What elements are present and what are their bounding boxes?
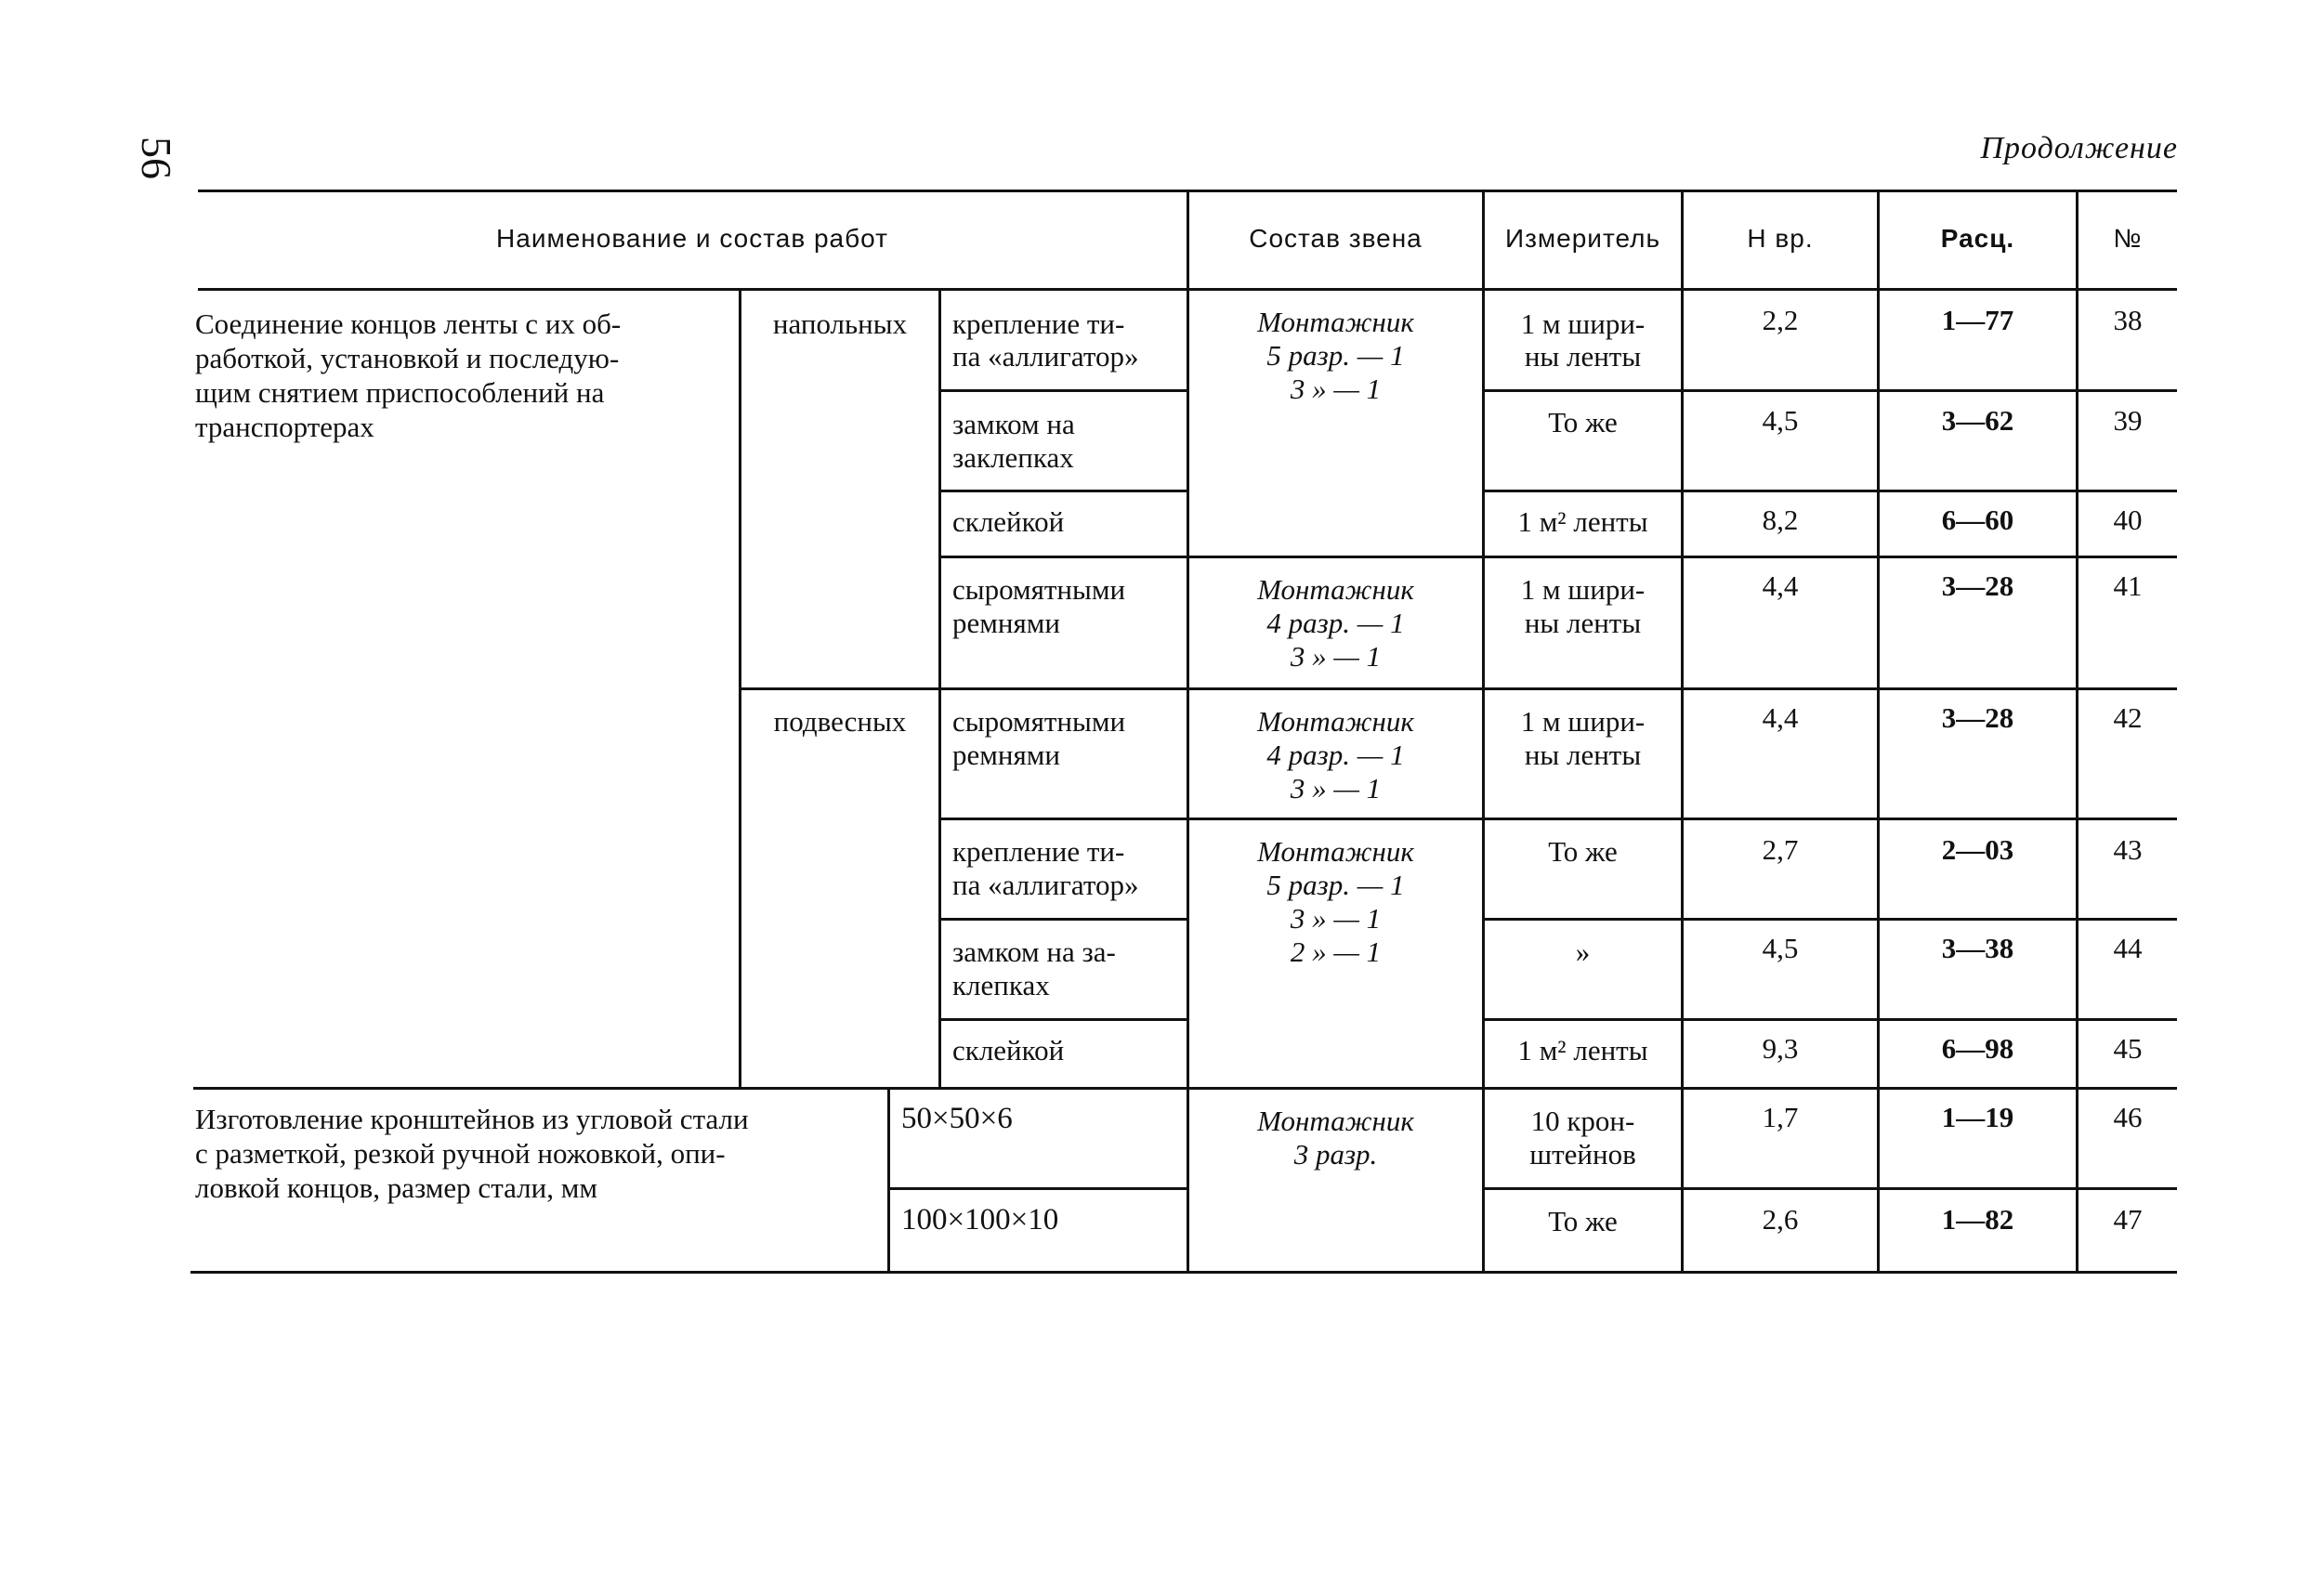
norm-cell: 9,3 [1762, 1032, 1799, 1065]
rule [1485, 918, 2177, 921]
unit-cell: ны ленты [1524, 340, 1642, 373]
crew-cell: 5 разр. — 1 [1266, 869, 1405, 901]
group2-title-line: с разметкой, резкой ручной ножовкой, опи- [195, 1137, 726, 1170]
method-cell: замком на [952, 408, 1075, 440]
crew-cell: Монтажник [1257, 705, 1414, 738]
method-cell: склейкой [952, 505, 1065, 538]
num-cell: 45 [2113, 1032, 2143, 1065]
num-cell: 39 [2113, 404, 2143, 437]
method-cell: па «аллигатор» [952, 869, 1139, 901]
crew-cell: Монтажник [1257, 306, 1414, 338]
method-cell: клепках [952, 969, 1050, 1001]
method-cell: крепление ти- [952, 307, 1125, 340]
method-cell: ремнями [952, 607, 1060, 639]
crew-cell: 3 » — 1 [1290, 902, 1382, 935]
num-cell: 44 [2113, 932, 2143, 964]
rule [1485, 490, 2177, 492]
method-cell: па «аллигатор» [952, 340, 1139, 373]
method-cell: ремнями [952, 739, 1060, 771]
group2-title-line: Изготовление кронштейнов из угловой стали [195, 1103, 749, 1135]
unit-cell: То же [1548, 406, 1618, 438]
unit-cell: 1 м шири- [1520, 573, 1646, 606]
rule [1485, 389, 2177, 392]
norm-cell: 2,2 [1762, 304, 1799, 336]
method-cell: сыромятными [952, 705, 1126, 738]
rule [938, 288, 941, 1089]
rule [739, 288, 741, 1089]
crew-cell: 3 разр. [1293, 1138, 1378, 1171]
rule [938, 818, 2177, 820]
crew-cell: 4 разр. — 1 [1266, 607, 1405, 639]
norm-cell: 8,2 [1762, 504, 1799, 536]
crew-cell: Монтажник [1257, 1105, 1414, 1137]
header-num: № [2113, 224, 2143, 253]
rate-cell: 6—60 [1941, 504, 2014, 536]
norm-cell: 4,4 [1762, 569, 1799, 602]
group2-title-line: ловкой концов, размер стали, мм [195, 1171, 597, 1204]
rule [887, 1087, 890, 1273]
rule [938, 918, 1189, 921]
crew-cell: 3 » — 1 [1290, 373, 1382, 405]
unit-cell: ны ленты [1524, 739, 1642, 771]
unit-cell: ны ленты [1524, 607, 1642, 639]
num-cell: 41 [2113, 569, 2143, 602]
norm-cell: 1,7 [1762, 1101, 1799, 1133]
unit-cell: 10 крон- [1530, 1105, 1635, 1137]
size-cell: 100×100×10 [901, 1203, 1059, 1236]
crew-cell: 5 разр. — 1 [1266, 339, 1405, 372]
method-cell: сыромятными [952, 573, 1126, 606]
crew-cell: Монтажник [1257, 835, 1414, 868]
page-number: 56 [133, 137, 180, 179]
unit-cell: 1 м² ленты [1517, 505, 1648, 538]
unit-cell: 1 м² ленты [1517, 1034, 1648, 1066]
crew-cell: 3 » — 1 [1290, 772, 1382, 805]
rate-cell: 1—77 [1941, 304, 2014, 336]
rule [887, 1187, 1189, 1190]
method-cell: замком на за- [952, 935, 1116, 968]
unit-cell: 1 м шири- [1520, 705, 1646, 738]
rule [938, 1018, 1189, 1021]
crew-cell: 4 разр. — 1 [1266, 739, 1405, 771]
subgroup-floor: напольных [772, 307, 908, 340]
unit-cell: 1 м шири- [1520, 307, 1646, 340]
group1-title-line: работкой, установкой и последую- [195, 342, 620, 374]
rule [938, 556, 2177, 558]
group1-title-line: Соединение концов ленты с их об- [195, 307, 622, 340]
rate-cell: 3—38 [1941, 932, 2014, 964]
header-rate: Расц. [1940, 224, 2015, 253]
header-unit: Измеритель [1504, 224, 1661, 253]
rate-cell: 3—28 [1941, 569, 2014, 602]
unit-cell: » [1575, 935, 1591, 968]
norm-cell: 4,5 [1762, 932, 1799, 964]
method-cell: склейкой [952, 1034, 1065, 1066]
rate-cell: 3—28 [1941, 701, 2014, 734]
header-crew: Состав звена [1249, 224, 1423, 253]
crew-cell: Монтажник [1257, 573, 1414, 606]
rate-cell: 3—62 [1941, 404, 2014, 437]
norm-cell: 2,6 [1762, 1203, 1799, 1236]
unit-cell: штейнов [1529, 1138, 1636, 1171]
rate-cell: 6—98 [1941, 1032, 2014, 1065]
method-cell: крепление ти- [952, 835, 1125, 868]
method-cell: заклепках [952, 441, 1074, 474]
num-cell: 47 [2113, 1203, 2143, 1236]
rule [1485, 1187, 2177, 1190]
header-norm: Н вр. [1747, 224, 1814, 253]
group1-title-line: щим снятием приспособлений на [195, 376, 605, 409]
rate-cell: 2—03 [1941, 833, 2014, 866]
num-cell: 42 [2113, 701, 2143, 734]
unit-cell: То же [1548, 835, 1618, 868]
rule [938, 490, 1189, 492]
rule [938, 389, 1189, 392]
group1-title-line: транспортерах [195, 411, 374, 443]
num-cell: 46 [2113, 1101, 2143, 1133]
size-cell: 50×50×6 [901, 1102, 1013, 1135]
num-cell: 40 [2113, 504, 2143, 536]
rule [739, 687, 2177, 690]
rate-cell: 1—19 [1941, 1101, 2014, 1133]
rate-cell: 1—82 [1941, 1203, 2014, 1236]
crew-cell: 3 » — 1 [1290, 640, 1382, 673]
unit-cell: То же [1548, 1205, 1618, 1237]
norm-cell: 2,7 [1762, 833, 1799, 866]
num-cell: 38 [2113, 304, 2143, 336]
num-cell: 43 [2113, 833, 2143, 866]
continuation-label: Продолжение [1980, 131, 2178, 165]
norm-cell: 4,4 [1762, 701, 1799, 734]
norm-cell: 4,5 [1762, 404, 1799, 437]
subgroup-suspended: подвесных [773, 705, 907, 738]
header-name: Наименование и состав работ [496, 224, 888, 253]
crew-cell: 2 » — 1 [1290, 935, 1382, 968]
rule [1485, 1018, 2177, 1021]
